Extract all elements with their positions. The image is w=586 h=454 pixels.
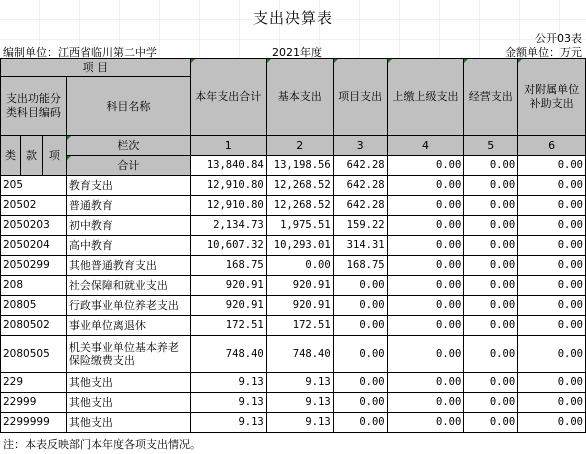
row-value: 10,293.01 [266, 236, 333, 256]
row-value: 12,910.80 [190, 176, 266, 196]
row-value: 0.00 [518, 336, 586, 373]
header-col-number: 6 [518, 136, 586, 156]
fiscal-year: 2021年度 [272, 46, 322, 59]
row-value: 9.13 [266, 393, 333, 413]
row-value: 0.00 [518, 176, 586, 196]
row-value: 0.00 [387, 413, 464, 433]
row-value: 9.13 [190, 393, 266, 413]
row-value: 0.00 [387, 393, 464, 413]
row-value: 0.00 [464, 413, 518, 433]
header-basic: 基本支出 [266, 59, 333, 136]
row-value: 2,134.73 [190, 216, 266, 236]
row-value: 0.00 [464, 373, 518, 393]
row-value: 0.00 [518, 373, 586, 393]
header-item: 项 目 [1, 59, 191, 77]
row-value: 0.00 [518, 276, 586, 296]
total-cell: 13,198.56 [266, 156, 333, 176]
row-value: 0.00 [518, 196, 586, 216]
row-value: 0.00 [333, 393, 387, 413]
row-code: 2080502 [1, 316, 67, 336]
header-total: 本年支出合计 [190, 59, 266, 136]
row-value: 10,607.32 [190, 236, 266, 256]
table-row [1, 216, 586, 236]
row-value: 642.28 [333, 176, 387, 196]
header-row-1 [1, 59, 586, 77]
table-row [1, 373, 586, 393]
row-name: 普通教育 [66, 196, 190, 216]
row-code: 205 [1, 176, 67, 196]
row-value: 168.75 [333, 256, 387, 276]
row-name: 初中教育 [66, 216, 190, 236]
row-value: 0.00 [387, 176, 464, 196]
row-value: 748.40 [266, 336, 333, 373]
row-value: 0.00 [333, 296, 387, 316]
row-code: 22999 [1, 393, 67, 413]
row-value: 642.28 [333, 196, 387, 216]
header-lanci: 栏次 [66, 136, 190, 156]
row-value: 172.51 [266, 316, 333, 336]
table-row [1, 256, 586, 276]
table-row [1, 316, 586, 336]
row-value: 12,268.52 [266, 176, 333, 196]
row-value: 172.51 [190, 316, 266, 336]
row-name: 机关事业单位基本养老保险缴费支出 [66, 336, 190, 373]
row-value: 0.00 [333, 316, 387, 336]
header-col-number: 3 [333, 136, 387, 156]
row-value: 0.00 [387, 296, 464, 316]
table-row [1, 393, 586, 413]
row-code: 2080505 [1, 336, 67, 373]
header-upper: 上缴上级支出 [387, 59, 464, 136]
row-value: 0.00 [518, 296, 586, 316]
amount-unit: 金额单位：万元 [505, 46, 582, 59]
row-value: 0.00 [387, 256, 464, 276]
row-value: 314.31 [333, 236, 387, 256]
row-value: 0.00 [518, 413, 586, 433]
row-value: 0.00 [387, 373, 464, 393]
row-code: 20805 [1, 296, 67, 316]
row-value: 9.13 [190, 373, 266, 393]
row-value: 9.13 [266, 373, 333, 393]
table-row [1, 236, 586, 256]
row-value: 0.00 [387, 196, 464, 216]
total-label: 合计 [66, 156, 190, 176]
row-value: 1,975.51 [266, 216, 333, 236]
footnote: 注：本表反映部门本年度各项支出情况。 [3, 438, 201, 451]
row-value: 920.91 [266, 276, 333, 296]
row-value: 0.00 [266, 256, 333, 276]
total-row [1, 156, 586, 176]
row-value: 0.00 [333, 373, 387, 393]
header-row-4 [1, 136, 586, 156]
row-code: 208 [1, 276, 67, 296]
report-title: 支出决算表 [252, 9, 333, 27]
row-value: 0.00 [518, 256, 586, 276]
row-value: 0.00 [464, 276, 518, 296]
total-cell: 13,840.84 [190, 156, 266, 176]
row-code: 2299999 [1, 413, 67, 433]
total-cell: 642.28 [333, 156, 387, 176]
header-col-number: 4 [387, 136, 464, 156]
table-number: 公开03表 [535, 32, 582, 45]
table-row [1, 276, 586, 296]
row-name: 其他支出 [66, 373, 190, 393]
header-col-number: 2 [266, 136, 333, 156]
header-project: 项目支出 [333, 59, 387, 136]
header-kuan: 款 [20, 136, 42, 176]
row-value: 12,910.80 [190, 196, 266, 216]
header-col-number: 1 [190, 136, 266, 156]
total-cell: 0.00 [387, 156, 464, 176]
row-value: 168.75 [190, 256, 266, 276]
header-subject-name: 科目名称 [66, 77, 190, 136]
row-value: 0.00 [464, 256, 518, 276]
expenditure-table [0, 58, 586, 433]
compiling-unit: 编制单位：江西省临川第二中学 [3, 46, 157, 59]
row-value: 0.00 [518, 316, 586, 336]
row-value: 0.00 [387, 276, 464, 296]
row-value: 0.00 [464, 336, 518, 373]
row-value: 0.00 [518, 393, 586, 413]
row-value: 0.00 [464, 236, 518, 256]
row-name: 其他支出 [66, 393, 190, 413]
row-value: 0.00 [464, 296, 518, 316]
total-cell: 0.00 [464, 156, 518, 176]
row-code: 20502 [1, 196, 67, 216]
row-value: 0.00 [464, 393, 518, 413]
row-name: 其他支出 [66, 413, 190, 433]
row-value: 0.00 [387, 216, 464, 236]
row-value: 159.22 [333, 216, 387, 236]
row-name: 行政事业单位养老支出 [66, 296, 190, 316]
table-row [1, 413, 586, 433]
row-value: 0.00 [518, 236, 586, 256]
header-col-number: 5 [464, 136, 518, 156]
row-value: 0.00 [333, 336, 387, 373]
row-value: 920.91 [190, 296, 266, 316]
row-name: 其他普通教育支出 [66, 256, 190, 276]
row-value: 0.00 [387, 336, 464, 373]
row-value: 0.00 [464, 316, 518, 336]
row-value: 920.91 [266, 296, 333, 316]
row-value: 748.40 [190, 336, 266, 373]
row-value: 0.00 [387, 316, 464, 336]
row-code: 229 [1, 373, 67, 393]
header-business: 经营支出 [464, 59, 518, 136]
row-value: 0.00 [464, 176, 518, 196]
row-value: 0.00 [518, 216, 586, 236]
header-code-group: 支出功能分类科目编码 [1, 77, 67, 136]
row-code: 2050299 [1, 256, 67, 276]
row-value: 0.00 [333, 413, 387, 433]
row-value: 12,268.52 [266, 196, 333, 216]
row-name: 事业单位离退休 [66, 316, 190, 336]
table-row [1, 296, 586, 316]
row-value: 0.00 [333, 276, 387, 296]
table-row [1, 336, 586, 373]
row-code: 2050203 [1, 216, 67, 236]
row-value: 9.13 [190, 413, 266, 433]
row-value: 0.00 [464, 196, 518, 216]
header-xiang: 项 [42, 136, 66, 176]
row-value: 0.00 [464, 216, 518, 236]
header-lei: 类 [1, 136, 21, 176]
row-name: 高中教育 [66, 236, 190, 256]
total-cell: 0.00 [518, 156, 586, 176]
row-name: 社会保障和就业支出 [66, 276, 190, 296]
table-row [1, 196, 586, 216]
row-code: 2050204 [1, 236, 67, 256]
row-value: 0.00 [387, 236, 464, 256]
header-subsidy: 对附属单位补助支出 [518, 59, 586, 136]
row-value: 920.91 [190, 276, 266, 296]
table-row [1, 176, 586, 196]
row-value: 9.13 [266, 413, 333, 433]
row-name: 教育支出 [66, 176, 190, 196]
